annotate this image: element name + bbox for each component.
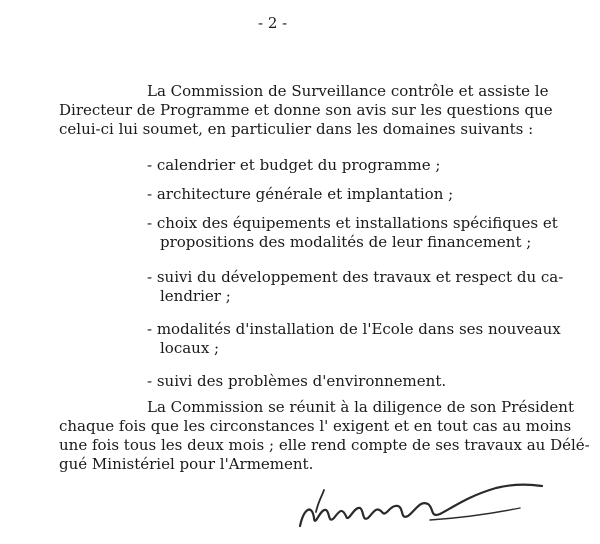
page-number: - 2 - — [258, 14, 288, 32]
bullet-equipment-line-1: - choix des équipements et installations spécifiques et — [147, 214, 558, 232]
bullet-calendar-budget: - calendrier et budget du programme ; — [147, 156, 441, 174]
closing-line-1: La Commission se réunit à la diligence de son Président — [147, 398, 574, 416]
intro-line-2: Directeur de Programme et donne son avis sur les questions que — [59, 101, 553, 119]
bullet-installation-line-2: locaux ; — [160, 339, 220, 357]
bullet-development-line-1: - suivi du développement des travaux et respect du ca- — [147, 268, 564, 286]
closing-line-2: chaque fois que les circonstances l' exigent et en tout cas au moins — [59, 417, 572, 435]
intro-line-3: celui-ci lui soumet, en particulier dans les domaines suivants : — [59, 120, 534, 138]
handwritten-signature — [290, 478, 550, 538]
bullet-environment: - suivi des problèmes d'environnement. — [147, 372, 447, 390]
intro-line-1: La Commission de Surveillance contrôle et assiste le — [147, 82, 549, 100]
bullet-installation-line-1: - modalités d'installation de l'Ecole dans ses nouveaux — [147, 320, 561, 338]
closing-line-3: une fois tous les deux mois ; elle rend compte de ses travaux au Délé- — [59, 436, 590, 454]
closing-line-4: gué Ministériel pour l'Armement. — [59, 455, 314, 473]
bullet-equipment-line-2: propositions des modalités de leur financement ; — [160, 233, 532, 251]
bullet-development-line-2: lendrier ; — [160, 287, 231, 305]
bullet-architecture: - architecture générale et implantation ; — [147, 185, 454, 203]
